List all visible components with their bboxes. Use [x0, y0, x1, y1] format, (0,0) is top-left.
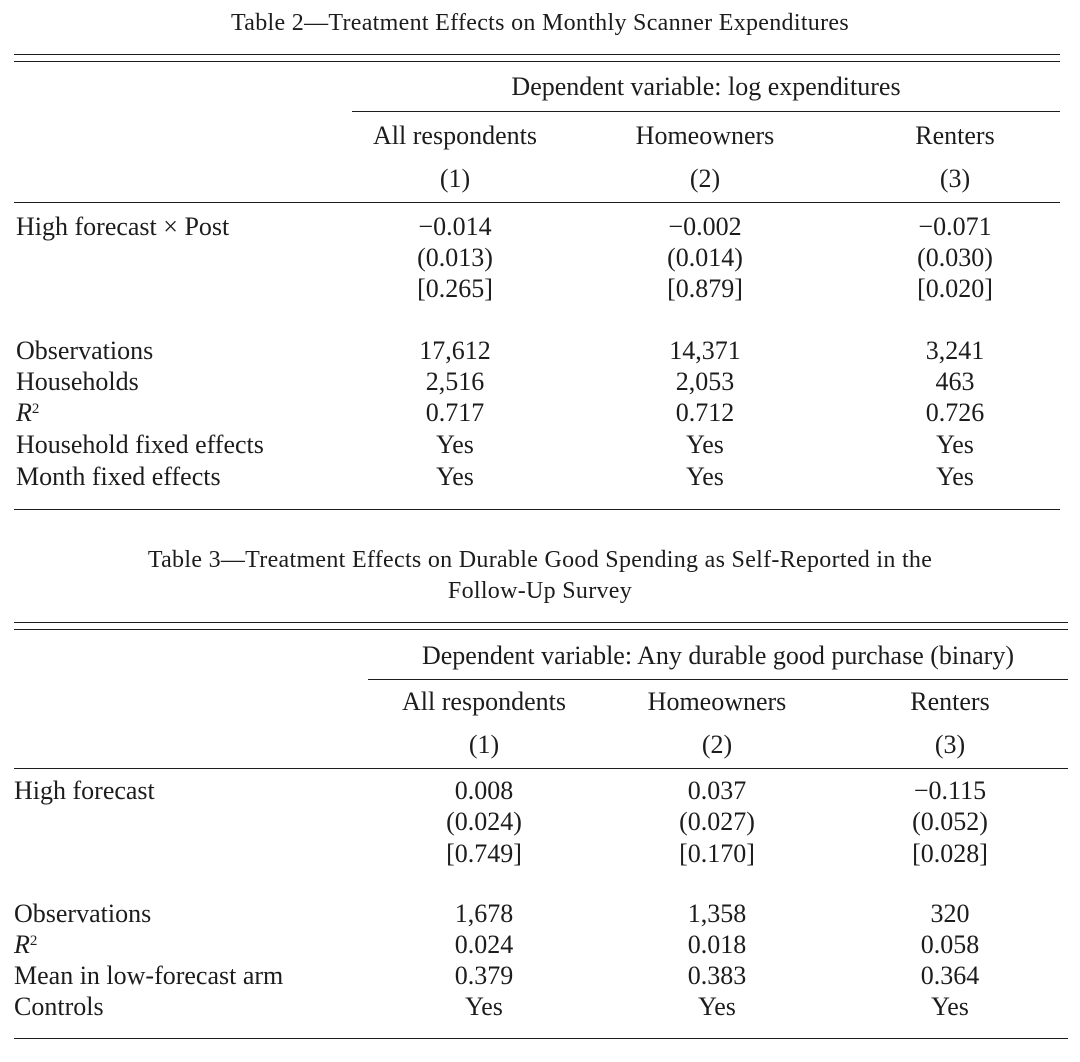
table2-stat-label: Observations — [16, 336, 154, 365]
table3-col2-header: Homeowners — [647, 687, 787, 716]
table2-stat-value: Yes — [936, 462, 974, 491]
table2-stat-value: 0.712 — [675, 398, 735, 427]
table2-stat-value: Yes — [436, 430, 474, 459]
table3-stat-value: 0.383 — [687, 961, 747, 990]
table2-coef-3: −0.071 — [918, 212, 992, 241]
table3-stat-label-r2: $R^2$ — [14, 930, 38, 959]
table3-dep-var-rule — [368, 679, 1068, 680]
table2-stat-label-r2: $R^2$ — [16, 398, 40, 427]
table2-stat-label: Month fixed effects — [16, 462, 221, 491]
table3-stat-value: 1,358 — [687, 899, 747, 928]
table2-stat-value: 14,371 — [669, 336, 741, 365]
table2-caption: Table 2—Treatment Effects on Monthly Scanner Expenditures — [231, 10, 849, 36]
table2-stat-value: Yes — [686, 462, 724, 491]
table3-col1-header: All respondents — [402, 687, 566, 716]
table2-stat-value: 463 — [935, 367, 975, 396]
table2-stat-value: 0.726 — [925, 398, 985, 427]
table3-stat-value: 0.379 — [454, 961, 514, 990]
table3-stat-value: 320 — [930, 899, 970, 928]
table2-top-rule — [14, 54, 1060, 55]
table2-col2-header: Homeowners — [635, 121, 775, 150]
table3-row-label-treatment: High forecast — [14, 776, 155, 805]
table2-stat-label: Households — [16, 367, 139, 396]
table2-stat-value: Yes — [936, 430, 974, 459]
table3-se-3: (0.052) — [912, 807, 988, 836]
table2-dep-var-rule — [352, 111, 1060, 112]
table2-stat-value: Yes — [686, 430, 724, 459]
table2-p-1: [0.265] — [417, 274, 493, 303]
table2-header-rule — [14, 202, 1060, 203]
table3-dep-var: Dependent variable: Any durable good purchase (binary) — [421, 641, 1014, 670]
table3-stat-value: 0.058 — [920, 930, 980, 959]
table3-stat-label: Observations — [14, 899, 152, 928]
table2-row-label-treatment: High forecast × Post — [16, 212, 230, 241]
table2-coef-2: −0.002 — [668, 212, 742, 241]
table3-caption-line2: Follow-Up Survey — [447, 578, 633, 604]
table2-dep-var: Dependent variable: log expenditures — [511, 72, 901, 101]
table3-se-2: (0.027) — [679, 807, 755, 836]
table3-se-1: (0.024) — [446, 807, 522, 836]
table2-top-rule-2 — [14, 61, 1060, 62]
table3-col1-num: (1) — [468, 730, 500, 759]
table3-stat-value: Yes — [931, 992, 969, 1021]
table2-stat-value: 3,241 — [925, 336, 985, 365]
table3-stat-value: 0.024 — [454, 930, 514, 959]
table3-header-rule — [14, 768, 1068, 769]
table2-stat-value: Yes — [436, 462, 474, 491]
table3-coef-2: 0.037 — [687, 776, 747, 805]
table3-p-2: [0.170] — [679, 839, 755, 868]
table3-coef-3: −0.115 — [913, 776, 987, 805]
table2-se-2: (0.014) — [667, 243, 743, 272]
table3-col3-num: (3) — [934, 730, 966, 759]
table2-stat-value: 0.717 — [425, 398, 485, 427]
table2-bottom-rule — [14, 509, 1060, 510]
table3-stat-label: Controls — [14, 992, 104, 1021]
table2-col2-num: (2) — [689, 164, 721, 193]
table2-col3-header: Renters — [915, 121, 995, 150]
table3-stat-value: 1,678 — [454, 899, 514, 928]
table2-se-3: (0.030) — [917, 243, 993, 272]
table2-col1-num: (1) — [439, 164, 471, 193]
table3-p-3: [0.028] — [912, 839, 988, 868]
table2-stat-value: 2,516 — [425, 367, 485, 396]
table2-stat-value: 17,612 — [419, 336, 491, 365]
table2-col3-num: (3) — [939, 164, 971, 193]
table3-stat-value: 0.018 — [687, 930, 747, 959]
table3-stat-value: 0.364 — [920, 961, 980, 990]
table3-stat-value: Yes — [465, 992, 503, 1021]
table3-stat-value: Yes — [698, 992, 736, 1021]
table2-coef-1: −0.014 — [418, 212, 492, 241]
table2-stat-label: Household fixed effects — [16, 430, 264, 459]
table2-col1-header: All respondents — [373, 121, 537, 150]
table3-p-1: [0.749] — [446, 839, 522, 868]
table3-col3-header: Renters — [910, 687, 990, 716]
table3-coef-1: 0.008 — [454, 776, 514, 805]
table2-se-1: (0.013) — [417, 243, 493, 272]
table2-p-2: [0.879] — [667, 274, 743, 303]
table3-top-rule — [14, 622, 1068, 623]
table2-p-3: [0.020] — [917, 274, 993, 303]
table3-bottom-rule — [14, 1038, 1068, 1039]
table3-caption-line1: Table 3—Treatment Effects on Durable Good Spending as Self-Reported in the — [147, 547, 933, 573]
table3-col2-num: (2) — [701, 730, 733, 759]
table3-top-rule-2 — [14, 629, 1068, 630]
table2-stat-value: 2,053 — [675, 367, 735, 396]
table3-stat-label: Mean in low-forecast arm — [14, 961, 284, 990]
